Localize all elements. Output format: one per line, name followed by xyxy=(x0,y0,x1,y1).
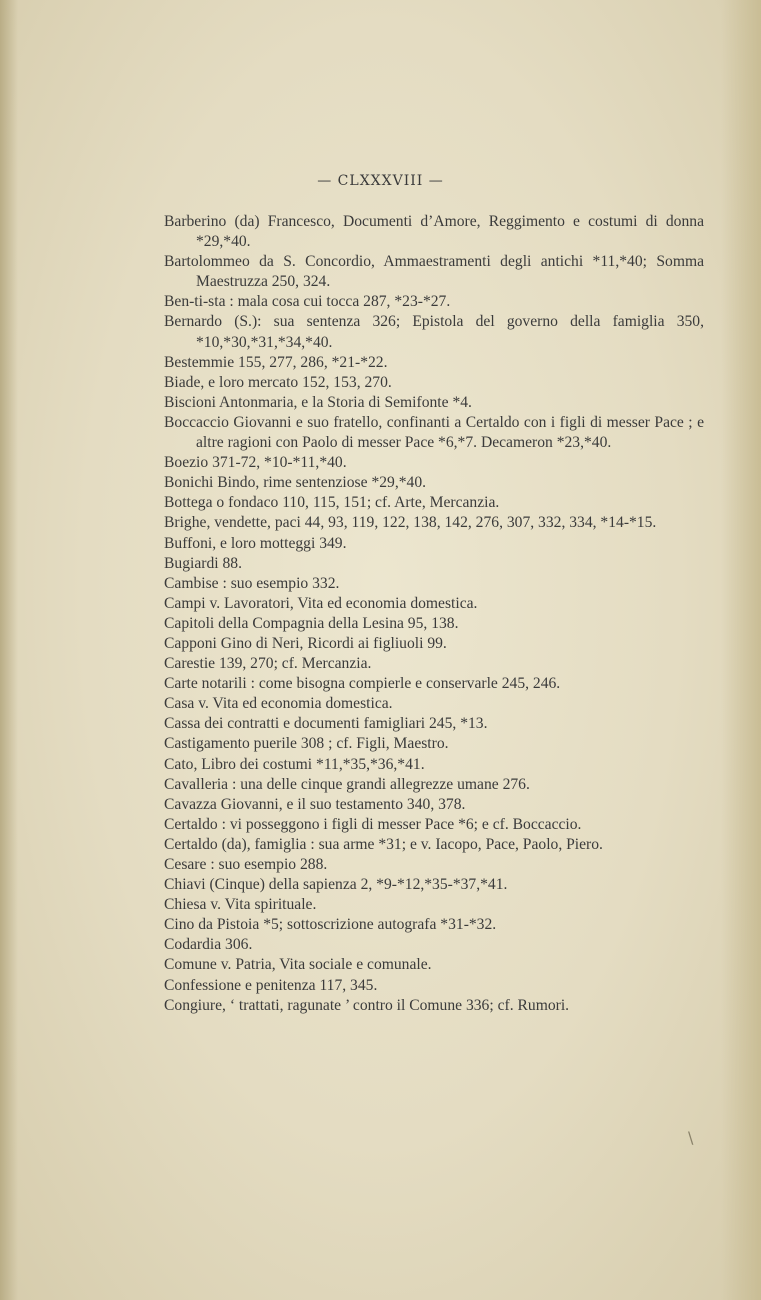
index-entry: Buffoni, e loro motteggi 349. xyxy=(164,534,347,552)
index-entry: Barberino (da) Francesco, Documenti d’Amore, Reggimento e costumi di donna *29,*40. xyxy=(164,213,704,251)
index-entry: Cato, Libro dei costumi *11,*35,*36,*41. xyxy=(164,755,425,773)
page-number-header: — CLXXXVIII — xyxy=(317,173,444,189)
index-entry: Biade, e loro mercato 152, 153, 270. xyxy=(164,373,392,391)
index-entry: Cavazza Giovanni, e il suo testamento 340, 378. xyxy=(164,795,466,813)
index-entry: Carte notarili : come bisogna compierle e conservarle 245, 246. xyxy=(164,675,561,693)
index-entry: Cavalleria : una delle cinque grandi allegrezze umane 276. xyxy=(164,775,530,793)
index-entry: Chiesa v. Vita spirituale. xyxy=(164,896,317,914)
index-entry: Congiure, ‘ trattati, ragunate ’ contro il Comune 336; cf. Rumori. xyxy=(164,996,570,1014)
index-entry: Cassa dei contratti e documenti famigliari 245, *13. xyxy=(164,715,488,733)
index-entry: Ben-ti-sta : mala cosa cui tocca 287, *23-*27. xyxy=(164,293,451,311)
index-entry: Bestemmie 155, 277, 286, *21-*22. xyxy=(164,353,388,371)
index-entry: Certaldo (da), famiglia : sua arme *31; e v. Iacopo, Pace, Paolo, Piero. xyxy=(164,835,603,853)
index-entry: Bernardo (S.): sua sentenza 326; Epistola del governo della famiglia 350, *10,*30,*31,*34,*40. xyxy=(164,313,704,351)
index-entry: Biscioni Antonmaria, e la Storia di Semifonte *4. xyxy=(164,393,472,411)
index-list xyxy=(164,212,704,1016)
index-entry: Certaldo : vi posseggono i figli di messer Pace *6; e cf. Boccaccio. xyxy=(164,815,582,833)
page-edge-shadow-left xyxy=(0,0,18,1300)
index-entry: Bonichi Bindo, rime sentenziose *29,*40. xyxy=(164,474,427,492)
index-entry: Comune v. Patria, Vita sociale e comunale. xyxy=(164,956,432,974)
index-entry: Cino da Pistoia *5; sottoscrizione autografa *31-*32. xyxy=(164,916,497,934)
index-entry: Casa v. Vita ed economia domestica. xyxy=(164,695,393,713)
index-entry: Castigamento puerile 308 ; cf. Figli, Maestro. xyxy=(164,735,449,753)
index-entry: Codardia 306. xyxy=(164,936,253,954)
index-entry: Cambise : suo esempio 332. xyxy=(164,574,340,592)
index-entry: Carestie 139, 270; cf. Mercanzia. xyxy=(164,655,372,673)
index-entry: Boccaccio Giovanni e suo fratello, confinanti a Certaldo con i figli di messer Pace ; e altre ragioni con Paolo di messer Pace *6,*7. Decameron *23,*40. xyxy=(164,413,704,452)
index-entry: Bottega o fondaco 110, 115, 151; cf. Arte, Mercanzia. xyxy=(164,494,500,512)
index-entry: Bartolommeo da S. Concordio, Ammaestramenti degli antichi *11,*40; Somma Maestruzza 250, 324. xyxy=(164,253,704,291)
index-entry: Cesare : suo esempio 288. xyxy=(164,856,328,873)
page-edge-shadow-right xyxy=(721,0,761,1300)
index-entry: Capponi Gino di Neri, Ricordi ai figliuoli 99. xyxy=(164,634,447,652)
index-entry: Capitoli della Compagnia della Lesina 95, 138. xyxy=(164,614,459,632)
index-entry: Brighe, vendette, paci 44, 93, 119, 122, 138, 142, 276, 307, 332, 334, *14-*15. xyxy=(164,514,657,532)
index-entry: Chiavi (Cinque) della sapienza 2, *9-*12,*35-*37,*41. xyxy=(164,876,508,894)
stray-mark: \ xyxy=(688,1128,694,1147)
index-entry: Campi v. Lavoratori, Vita ed economia domestica. xyxy=(164,594,478,612)
index-entry: Boezio 371-72, *10-*11,*40. xyxy=(164,454,347,472)
index-entry: Bugiardi 88. xyxy=(164,554,242,572)
index-entry: Confessione e penitenza 117, 345. xyxy=(164,976,378,994)
